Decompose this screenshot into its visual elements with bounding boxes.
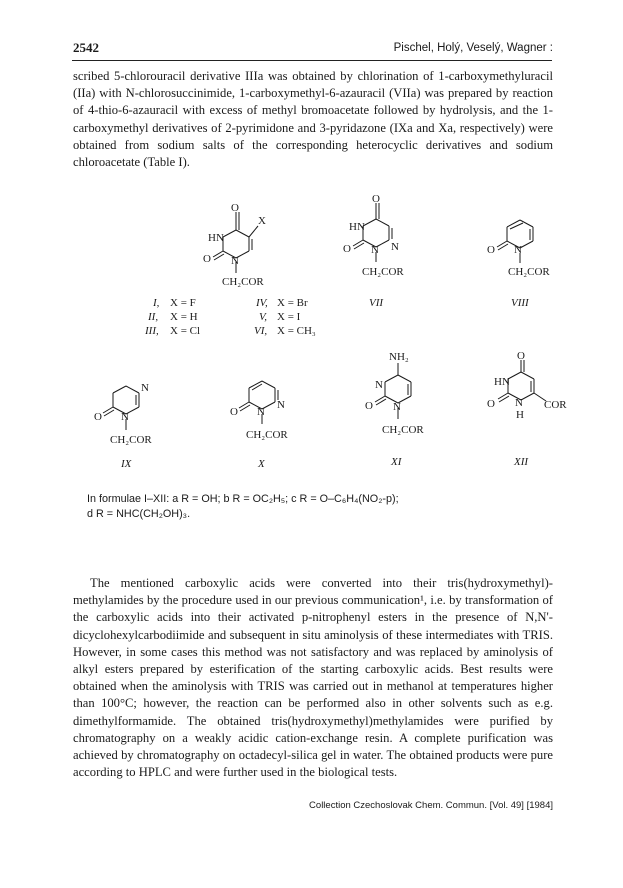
atom-hn: HN bbox=[349, 221, 365, 233]
atom-o: O bbox=[487, 398, 495, 410]
compound-label-x: X bbox=[258, 458, 265, 470]
compound-label-iv: IV, bbox=[256, 297, 268, 309]
substituent-br: X = Br bbox=[277, 297, 308, 309]
atom-n: N bbox=[257, 406, 265, 418]
compound-label-ix: IX bbox=[121, 458, 132, 470]
formulae-legend bbox=[87, 492, 547, 522]
atom-n: N bbox=[121, 411, 129, 423]
atom-x: X bbox=[258, 215, 266, 227]
compound-label-vii: VII bbox=[369, 297, 384, 309]
substituent-ch2cor: CH₂COR bbox=[362, 266, 404, 278]
atom-o: O bbox=[517, 350, 525, 362]
compound-label-vi: VI, bbox=[254, 325, 268, 337]
compound-label-ii: II, bbox=[148, 311, 159, 323]
formulae-legend-line-1: In formulae I–XII: a R = OH; b R = OC₂H₅; c R = O–C₆H₄(NO₂-p); bbox=[87, 493, 399, 505]
paragraph-synthesis: scribed 5-chlorouracil derivative IIIa was obtained by chlorination of 1-carboxymethyluracil (IIa) with N-chlorosuccinimide, 1-carboxymethyl-6-azauracil (VIIa) was prepared by reaction of 4-thio-6-azauracil with excess of methyl bromoacetate followed by hydrolysis, and the 1-carboxymethyl derivatives of 2-pyrimidone and 3-pyridazone (IXa and Xa, respectively) were obtained from sodium salts of the corresponding heterocyclic derivatives and sodium chloroacetate (Table I). bbox=[73, 69, 553, 170]
atom-n: N bbox=[393, 401, 401, 413]
atom-o: O bbox=[203, 253, 211, 265]
substituent-ch2cor: CH₂COR bbox=[382, 424, 424, 436]
compound-label-v: V, bbox=[259, 311, 268, 323]
atom-o: O bbox=[231, 202, 239, 214]
atom-n: N bbox=[141, 382, 149, 394]
substituent-ch3: X = CH₃ bbox=[277, 325, 316, 337]
atom-o: O bbox=[94, 411, 102, 423]
atom-o: O bbox=[487, 244, 495, 256]
compound-label-iii: III, bbox=[145, 325, 159, 337]
atom-n: N bbox=[371, 244, 379, 256]
compound-label-i: I, bbox=[153, 297, 160, 309]
atom-o: O bbox=[372, 193, 380, 205]
compound-label-xii: XII bbox=[514, 456, 529, 468]
formulae-legend-line-2: d R = NHC(CH₂OH)₃. bbox=[87, 508, 191, 520]
substituent-cor: COR bbox=[544, 399, 567, 411]
atom-hn: HN bbox=[208, 232, 224, 244]
paragraph-amides: The mentioned carboxylic acids were converted into their tris(hydroxymethyl)-methylamides by the procedure used in our previous communication¹, i.e. by transformation of the carboxylic acids into their activated p-nitrophenyl esters in the presence of N,N'-dicyclohexylcarbodiimide and subsequent in situ aminolysis of these intermediates with TRIS. However, in some cases this method was not satisfactory and was replaced by aminolysis of alkyl esters prepared by esterification of the starting carboxylic acids. Best results were obtained when the aminolysis with TRIS was carried out in methanol at temperatures higher than 100°C; however, the reaction can be performed also in other solvents such as e.g. dimethylformamide. The obtained tris(hydroxymethyl)methylamides were purified by chromatography on a weakly acidic cation-exchange resin. A complete purification was achieved by chromatography on octadecyl-silica gel in water. The obtained products were pure according to HPLC and were further used in the biological tests. bbox=[73, 576, 553, 780]
atom-n: N bbox=[514, 244, 522, 256]
substituent-h: X = H bbox=[170, 311, 198, 323]
substituent-cl: X = Cl bbox=[170, 325, 201, 337]
substituent-i: X = I bbox=[277, 311, 301, 323]
structure-pyridone-VIII bbox=[497, 220, 533, 263]
atom-h: H bbox=[516, 409, 524, 421]
substituent-f: X = F bbox=[170, 297, 196, 309]
compound-label-viii: VIII bbox=[511, 297, 529, 309]
substituent-ch2cor: CH₂COR bbox=[110, 434, 152, 446]
atom-hn: HN bbox=[494, 376, 510, 388]
atom-n: N bbox=[231, 255, 239, 267]
journal-footer: Collection Czechoslovak Chem. Commun. [Vol. 49] [1984] bbox=[309, 800, 553, 811]
substituent-ch2cor: CH₂COR bbox=[246, 429, 288, 441]
atom-n: N bbox=[391, 241, 399, 253]
atom-n: N bbox=[515, 397, 523, 409]
atom-o: O bbox=[230, 406, 238, 418]
atom-n: N bbox=[375, 379, 383, 391]
atom-n: N bbox=[277, 399, 285, 411]
compound-label-xi: XI bbox=[391, 456, 402, 468]
structure-pyrimidone-IX bbox=[103, 386, 139, 430]
atom-o: O bbox=[365, 400, 373, 412]
substituent-ch2cor: CH₂COR bbox=[222, 276, 264, 288]
substituent-ch2cor: CH₂COR bbox=[508, 266, 550, 278]
page-number: 2542 bbox=[73, 40, 99, 55]
running-header-authors: Pischel, Holý, Veselý, Wagner : bbox=[393, 42, 553, 54]
atom-nh2: NH₂ bbox=[389, 351, 409, 363]
atom-o: O bbox=[343, 243, 351, 255]
